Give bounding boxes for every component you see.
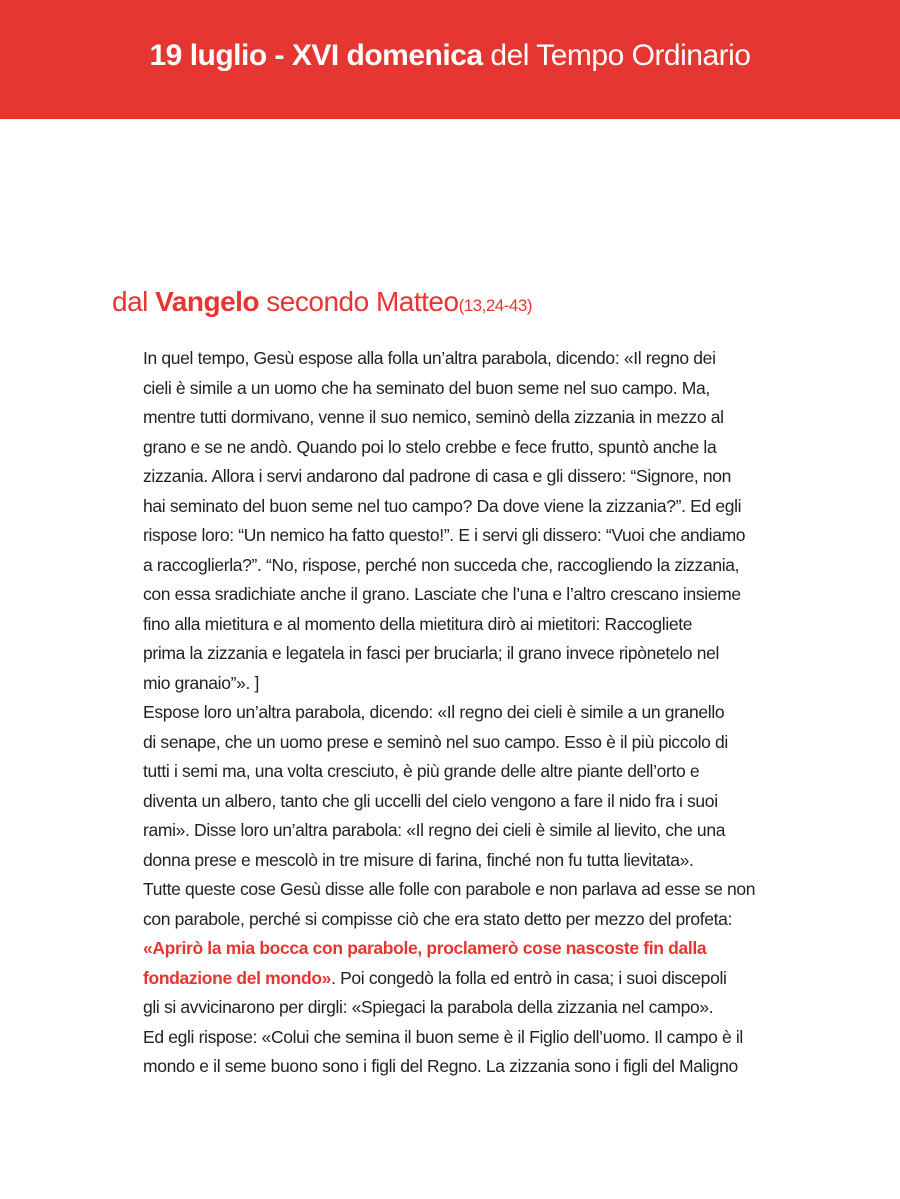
gospel-line: In quel tempo, Gesù espose alla folla un’altra parabola, dicendo: «Il regno dei xyxy=(143,348,716,368)
gospel-line: fino alla mietitura e al momento della mietitura dirò ai mietitori: Raccogliete xyxy=(143,613,693,634)
gospel-line: rispose loro: “Un nemico ha fatto questo!”. E i servi gli dissero: “Vuoi che andiamo xyxy=(143,525,746,545)
prophet-quote-line: «Aprirò la mia bocca con parabole, proclamerò cose nascoste fin dalla xyxy=(143,938,707,958)
gospel-line: rami». Disse loro un’altra parabola: «Il regno dei cieli è simile al lievito, che una xyxy=(143,820,726,840)
gospel-line: diventa un albero, tanto che gli uccelli del cielo vengono a fare il nido fra i suoi xyxy=(143,790,718,811)
header-banner xyxy=(0,0,900,119)
gospel-line: prima la zizzania e legatela in fasci per bruciarla; il grano invece ripònetelo nel xyxy=(143,643,719,663)
gospel-line: a raccoglierla?”. “No, rispose, perché non succeda che, raccogliendo la zizzania, xyxy=(143,554,740,575)
gospel-line: Tutte queste cose Gesù disse alle folle con parabole e non parlava ad esse se non xyxy=(143,879,756,899)
gospel-line-continuation: . Poi congedò la folla ed entrò in casa; i suoi discepoli xyxy=(331,967,727,988)
gospel-heading-bold: Vangelo xyxy=(155,286,260,317)
gospel-line: grano e se ne andò. Quando poi lo stelo crebbe e fece frutto, spuntò anche la xyxy=(143,436,717,457)
gospel-line: mondo e il seme buono sono i figli del Regno. La zizzania sono i figli del Maligno xyxy=(143,1056,738,1076)
gospel-line-mixed xyxy=(143,964,793,994)
gospel-line: zizzania. Allora i servi andarono dal padrone di casa e gli dissero: “Signore, non xyxy=(143,466,732,486)
gospel-reference: (13,24-43) xyxy=(458,296,532,315)
gospel-line: con essa sradichiate anche il grano. Lasciate che l’una e l’altro crescano insieme xyxy=(143,584,741,604)
gospel-line: gli si avvicinarono per dirgli: «Spiegaci la parabola della zizzania nel campo». xyxy=(143,997,714,1017)
gospel-heading-rest: secondo Matteo xyxy=(259,286,459,317)
gospel-line: tutti i semi ma, una volta cresciuto, è più grande delle altre piante dell’orto e xyxy=(143,761,700,781)
gospel-line: mentre tutti dormivano, venne il suo nemico, seminò della zizzania in mezzo al xyxy=(143,407,724,427)
page-title-date: 19 luglio - XVI domenica xyxy=(149,38,483,72)
gospel-line: Espose loro un’altra parabola, dicendo: «Il regno dei cieli è simile a un granello xyxy=(143,702,725,722)
gospel-text xyxy=(143,344,793,1082)
gospel-line: di senape, che un uomo prese e seminò nel suo campo. Esso è il più piccolo di xyxy=(143,731,728,752)
page-title xyxy=(149,39,750,73)
gospel-line: donna prese e mescolò in tre misure di farina, finché non fu tutta lievitata». xyxy=(143,849,694,870)
gospel-line: mio granaio”». ] xyxy=(143,672,259,693)
gospel-line: hai seminato del buon seme nel tuo campo? Da dove viene la zizzania?”. Ed egli xyxy=(143,495,742,516)
gospel-heading-prefix: dal xyxy=(112,286,156,317)
prophet-quote-end: fondazione del mondo» xyxy=(143,967,332,988)
page-title-rest: del Tempo Ordinario xyxy=(482,38,751,72)
gospel-line: cieli è simile a un uomo che ha seminato del buon seme nel suo campo. Ma, xyxy=(143,377,710,398)
gospel-heading xyxy=(112,286,532,318)
gospel-line: Ed egli rispose: «Colui che semina il buon seme è il Figlio dell’uomo. Il campo è il xyxy=(143,1026,743,1047)
gospel-line: con parabole, perché si compisse ciò che era stato detto per mezzo del profeta: xyxy=(143,908,733,929)
